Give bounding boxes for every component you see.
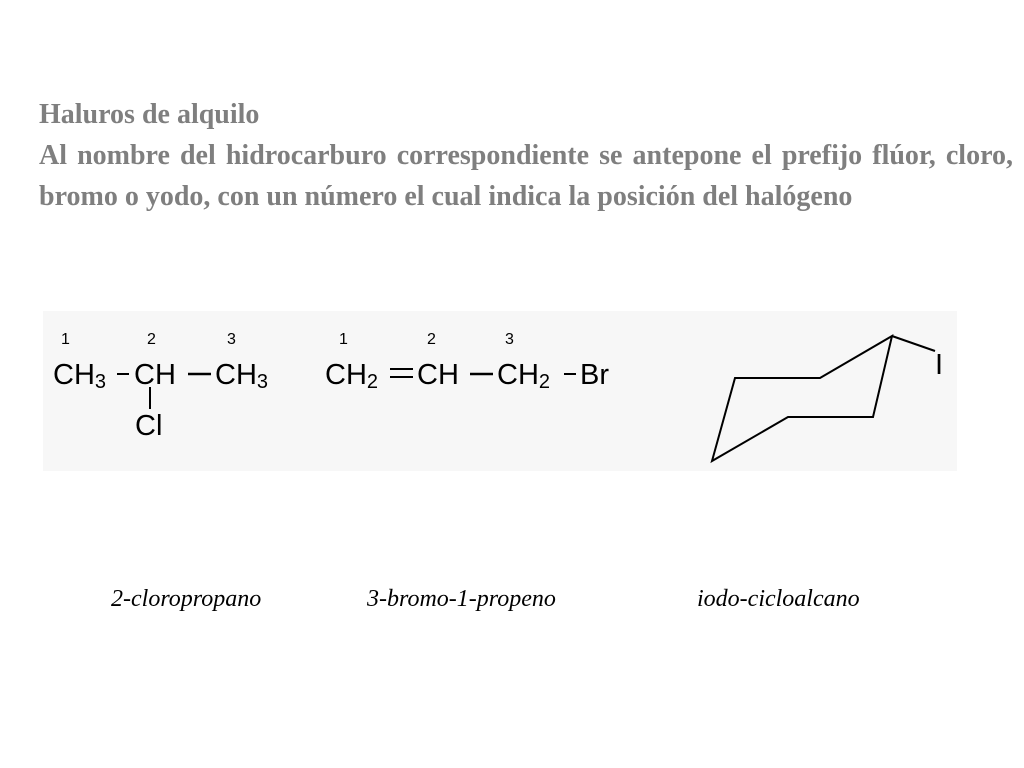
group-subscript: 2: [366, 371, 379, 393]
bond-to-iodine: [892, 336, 935, 351]
group-subscript: 3: [256, 371, 269, 393]
group-ch2-left: [325, 359, 378, 393]
caption-iodocycloalkane: iodo-cicloalcano: [697, 586, 860, 612]
structures-figure: [43, 311, 957, 471]
structure-2-chloropropane: [53, 331, 268, 442]
substituent-cl: Cl: [135, 410, 163, 442]
group-subscript: 2: [538, 371, 551, 393]
slide-text: [39, 94, 1013, 217]
locant-3: 3: [227, 331, 236, 348]
structures-svg: [43, 311, 957, 471]
structure-iodocycloalkane: [712, 336, 943, 461]
group-ch3-right: [215, 359, 268, 393]
locant-2: 2: [427, 331, 436, 348]
group-label: CH: [53, 359, 95, 391]
group-label: CH: [325, 359, 367, 391]
structure-3-bromopropene: [325, 331, 609, 393]
caption-3-bromopropene: 3-bromo-1-propeno: [367, 586, 556, 612]
locant-2: 2: [147, 331, 156, 348]
locant-3: 3: [505, 331, 514, 348]
group-ch2-right: [497, 359, 550, 393]
group-label: CH: [497, 359, 539, 391]
caption-2-chloropropane: 2-cloropropano: [111, 586, 262, 612]
group-label: CH: [215, 359, 257, 391]
halogen-br: Br: [580, 359, 609, 391]
slide-title: Haluros de alquilo: [39, 99, 260, 130]
halogen-i: I: [935, 349, 944, 381]
locant-1: 1: [61, 331, 70, 348]
slide-body: Al nombre del hidrocarburo correspondiente se antepone el prefijo flúor, cloro, bromo o yodo, con un número el cual indica la posición del halógeno: [39, 140, 1013, 212]
group-ch-center: CH: [417, 359, 459, 391]
group-ch3-left: [53, 359, 106, 393]
locant-1: 1: [339, 331, 348, 348]
group-ch-center: CH: [134, 359, 176, 391]
group-subscript: 3: [94, 371, 107, 393]
cyclohexane-ring: [712, 336, 892, 461]
